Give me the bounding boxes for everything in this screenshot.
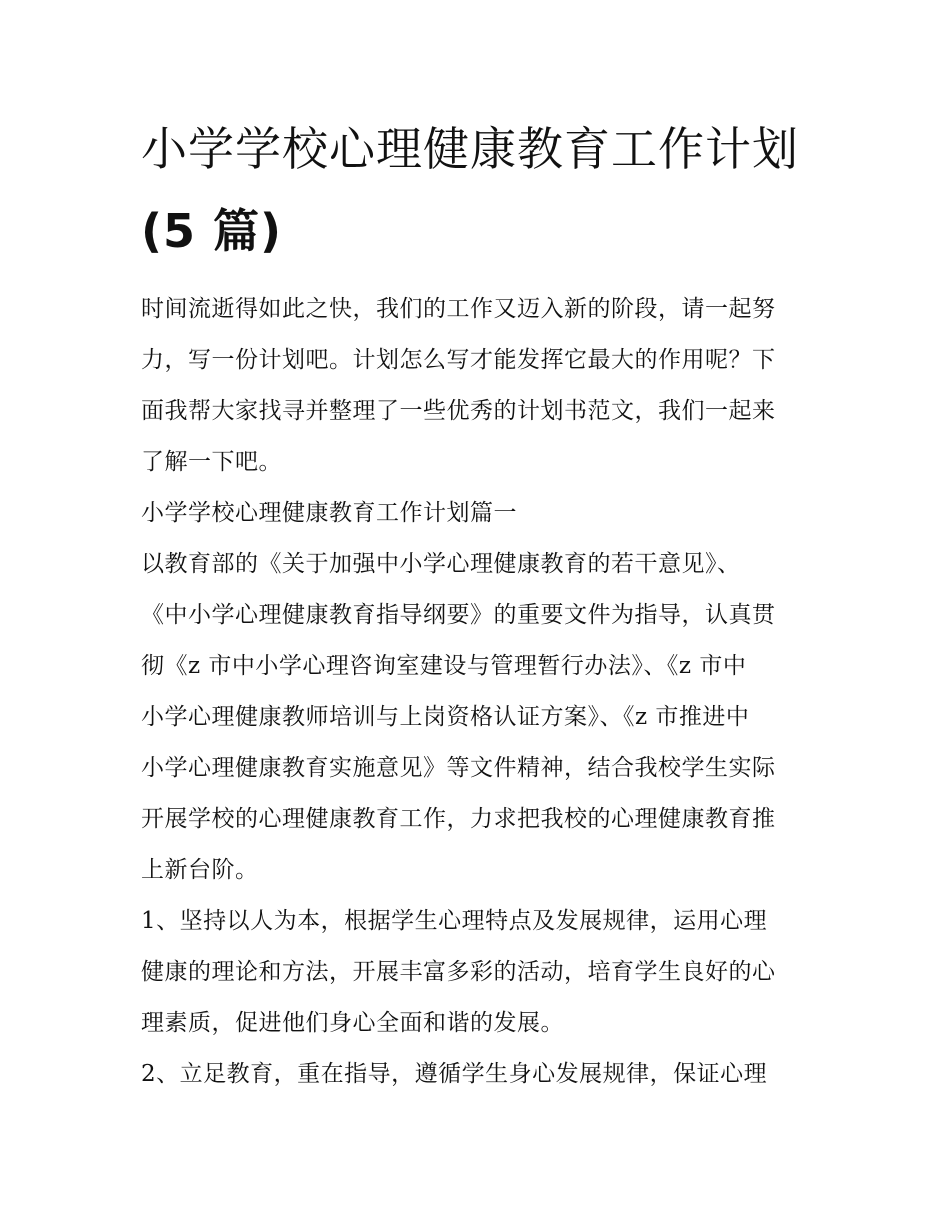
text-line: 健康的理论和方法，开展丰富多彩的活动，培育学生良好的心 <box>141 959 776 985</box>
section-heading: 小学学校心理健康教育工作计划篇一 <box>141 500 517 526</box>
text-line: 时间流逝得如此之快，我们的工作又迈入新的阶段，请一起努 <box>141 296 776 322</box>
text-line: 了解一下吧。 <box>141 449 282 475</box>
text-line: 开展学校的心理健康教育工作，力求把我校的心理健康教育推 <box>141 806 776 832</box>
text-line: 小学心理健康教育实施意见》等文件精神，结合我校学生实际 <box>141 755 776 781</box>
text-line: 彻《z 市中小学心理咨询室建设与管理暂行办法》、《z 市中 <box>141 653 747 679</box>
text-line: 2、立足教育，重在指导，遵循学生身心发展规律，保证心理 <box>141 1061 768 1087</box>
text-line: 上新台阶。 <box>141 857 259 883</box>
title-main: 小学学校心理健康教育工作计划 <box>141 122 799 176</box>
text-line: 小学心理健康教师培训与上岗资格认证方案》、《z 市推进中 <box>141 704 750 730</box>
document-title <box>141 108 801 272</box>
text-line: 面我帮大家找寻并整理了一些优秀的计划书范文，我们一起来 <box>141 398 776 424</box>
section-paragraph <box>141 539 821 896</box>
list-item-2 <box>141 1049 821 1100</box>
intro-paragraph <box>141 284 821 488</box>
list-item-1 <box>141 896 821 1049</box>
document-body <box>141 108 821 1100</box>
text-line: 1、坚持以人为本，根据学生心理特点及发展规律，运用心理 <box>141 908 768 934</box>
text-line: 《中小学心理健康教育指导纲要》的重要文件为指导，认真贯 <box>141 602 776 628</box>
title-suffix: (5 篇) <box>141 204 283 258</box>
text-line: 理素质，促进他们身心全面和谐的发展。 <box>141 1010 564 1036</box>
text-line: 力，写一份计划吧。计划怎么写才能发挥它最大的作用呢？下 <box>141 347 776 373</box>
text-line: 以教育部的《关于加强中小学心理健康教育的若干意见》、 <box>141 551 741 577</box>
